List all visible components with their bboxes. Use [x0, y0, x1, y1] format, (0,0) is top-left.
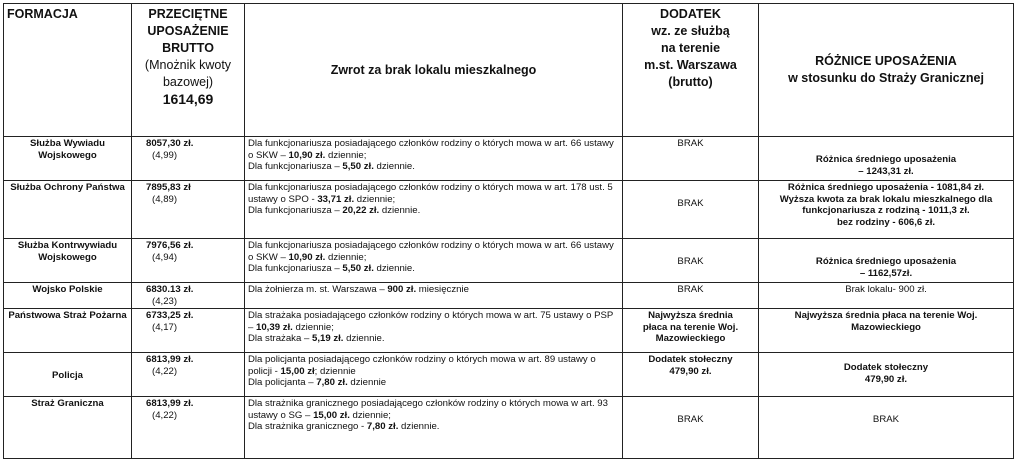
header-uposazenie-sub: (Mnożnik kwoty bazowej) — [144, 58, 232, 89]
table-row — [4, 309, 1014, 353]
header-row — [4, 4, 1014, 137]
formacja-name: Policja — [4, 353, 132, 397]
header-uposazenie: PRZECIĘTNE UPOSAŻENIE BRUTTO (Mnożnik kwoty bazowej) 1614,69 — [132, 4, 245, 137]
zwrot-cell: Dla żołnierza m. st. Warszawa – 900 zł. miesięcznie — [245, 283, 623, 309]
header-roznice: RÓŻNICE UPOSAŻENIA w stosunku do Straży Granicznej — [759, 4, 1014, 137]
zwrot-cell: Dla funkcjonariusza posiadającego członków rodziny o których mowa w art. 66 ustawy o SKW – 10,90 zł. dziennie; Dla funkcjonariusza – 5,50 zł. dziennie. — [245, 137, 623, 181]
salary-cell: 7976,56 zł. (4,94) — [132, 239, 245, 283]
header-uposazenie-value: 1614,69 — [162, 91, 214, 107]
dodatek-cell: Najwyższa średnia płaca na terenie Woj. Mazowieckiego — [623, 309, 759, 353]
table-row — [4, 353, 1014, 397]
table-row — [4, 239, 1014, 283]
roznice-cell: Różnica średniego uposażenia – 1243,31 zł. — [759, 137, 1014, 181]
dodatek-cell: BRAK — [623, 397, 759, 459]
salary-cell: 6813,99 zł. (4,22) — [132, 397, 245, 459]
header-dodatek: DODATEK wz. ze służbą na terenie m.st. Warszawa (brutto) — [623, 4, 759, 137]
roznice-cell: Najwyższa średnia płaca na terenie Woj. Mazowieckiego — [759, 309, 1014, 353]
formacja-name: Służba Kontrwywiadu Wojskowego — [4, 239, 132, 283]
formacja-name: Straż Graniczna — [4, 397, 132, 459]
table-row — [4, 283, 1014, 309]
zwrot-cell: Dla funkcjonariusza posiadającego członków rodziny o których mowa w art. 66 ustawy o SKW – 10,90 zł. dziennie; Dla funkcjonariusza – 5,50 zł. dziennie. — [245, 239, 623, 283]
formacja-name: Państwowa Straż Pożarna — [4, 309, 132, 353]
roznice-cell: Dodatek stołeczny 479,90 zł. — [759, 353, 1014, 397]
formacja-name: Służba Wywiadu Wojskowego — [4, 137, 132, 181]
salary-cell: 6813,99 zł. (4,22) — [132, 353, 245, 397]
salary-cell: 8057,30 zł. (4,99) — [132, 137, 245, 181]
roznice-cell: BRAK — [759, 397, 1014, 459]
header-formacja: FORMACJA — [4, 4, 132, 137]
zwrot-cell: Dla strażnika granicznego posiadającego członków rodziny o których mowa w art. 93 ustawy o SG – 15,00 zł. dziennie; Dla strażnika granicznego - 7,80 zł. dziennie. — [245, 397, 623, 459]
comparison-table — [3, 3, 1014, 459]
zwrot-cell: Dla strażaka posiadającego członków rodziny o których mowa w art. 75 ustawy o PSP – 10,39 zł. dziennie; Dla strażaka – 5,19 zł. dziennie. — [245, 309, 623, 353]
table-row — [4, 397, 1014, 459]
zwrot-cell: Dla policjanta posiadającego członków rodziny o których mowa w art. 89 ustawy o policji - 15,00 zł; dziennie Dla policjanta – 7,80 zł. dziennie — [245, 353, 623, 397]
salary-cell: 7895,83 zł (4,89) — [132, 181, 245, 239]
dodatek-cell: BRAK — [623, 181, 759, 239]
table-row — [4, 181, 1014, 239]
dodatek-cell: Dodatek stołeczny 479,90 zł. — [623, 353, 759, 397]
dodatek-cell: BRAK — [623, 239, 759, 283]
formacja-name: Służba Ochrony Państwa — [4, 181, 132, 239]
formacja-name: Wojsko Polskie — [4, 283, 132, 309]
zwrot-cell: Dla funkcjonariusza posiadającego członków rodziny o których mowa w art. 178 ust. 5 ustawy o SPO - 33,71 zł. dziennie; Dla funkcjonariusza – 20,22 zł. dziennie. — [245, 181, 623, 239]
header-zwrot: Zwrot za brak lokalu mieszkalnego — [245, 4, 623, 137]
dodatek-cell: BRAK — [623, 283, 759, 309]
roznice-cell: Różnica średniego uposażenia – 1162,57zł. — [759, 239, 1014, 283]
salary-cell: 6733,25 zł. (4,17) — [132, 309, 245, 353]
salary-cell: 6830.13 zł. (4,23) — [132, 283, 245, 309]
table-row — [4, 137, 1014, 181]
roznice-cell: Brak lokalu- 900 zł. — [759, 283, 1014, 309]
roznice-cell: Różnica średniego uposażenia - 1081,84 zł. Wyższa kwota za brak lokalu mieszkalnego dla funkcjonariusza z rodziną - 1011,3 zł. bez rodziny - 606,6 zł. — [759, 181, 1014, 239]
dodatek-cell: BRAK — [623, 137, 759, 181]
